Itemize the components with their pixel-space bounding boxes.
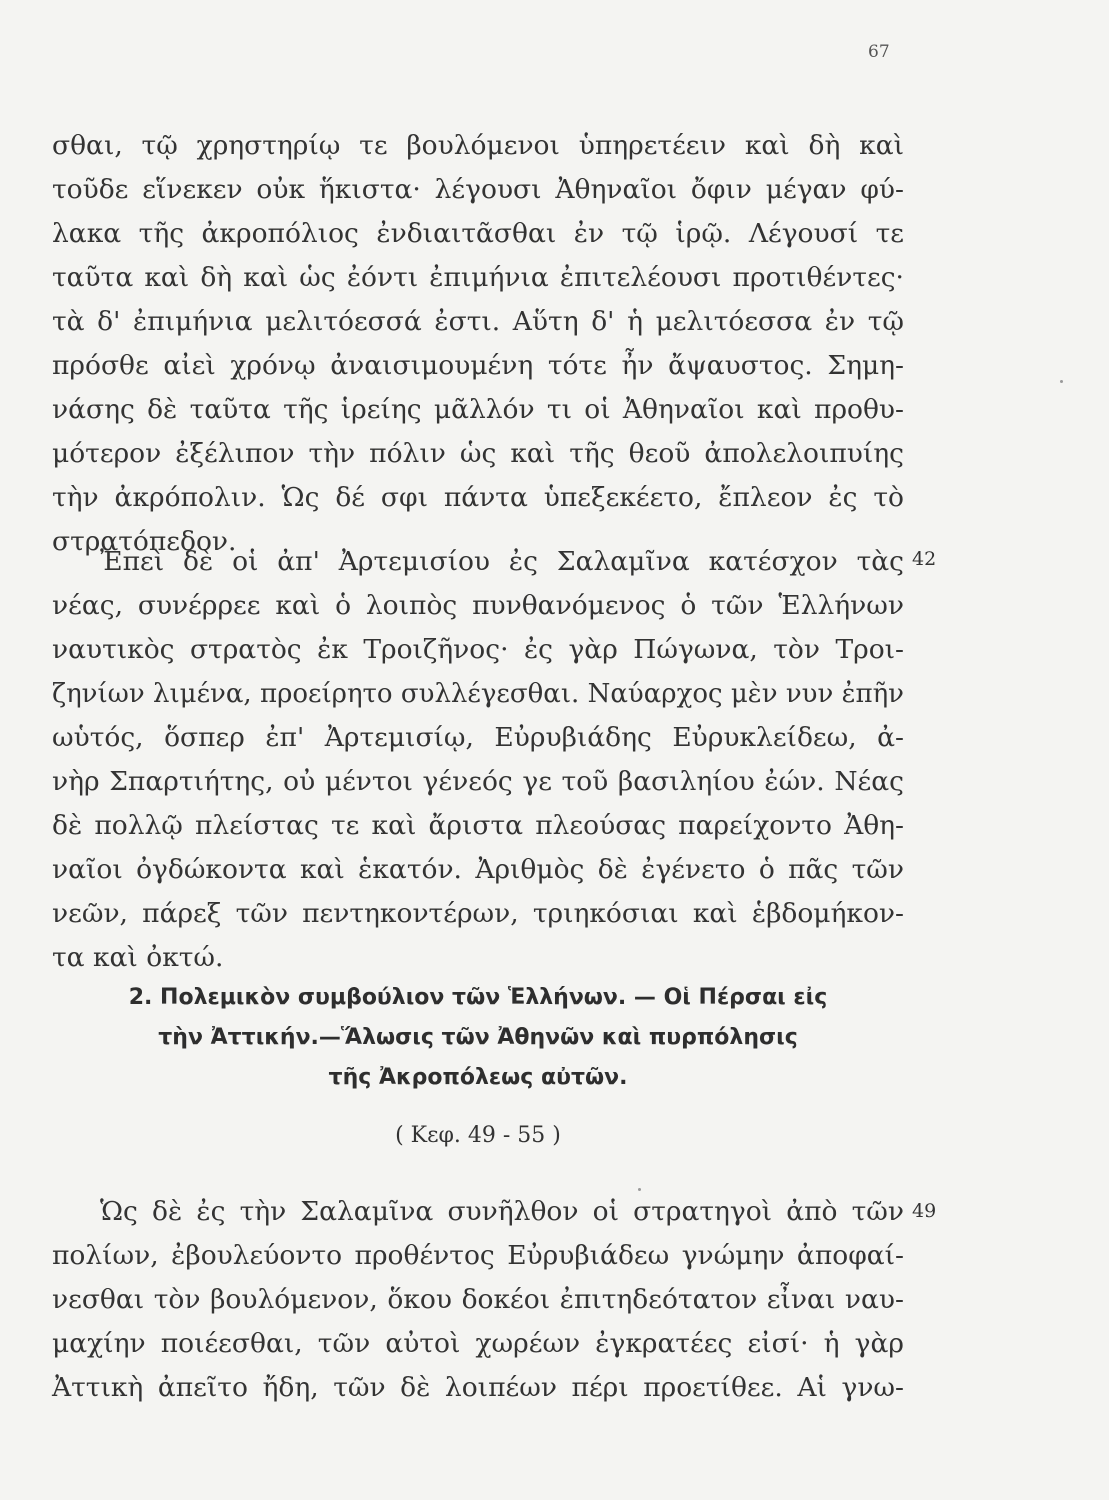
text-line: νέας, συνέρρεε καὶ ὁ λοιπὸς πυνθανόμενος ὁ τῶν Ἑλλήνων — [52, 590, 904, 621]
text-line: ζηνίων λιμένα, προείρητο συλλέγεσθαι. Ναύαρχος μὲν νυν ἐπῆν — [52, 679, 904, 709]
text-line: μαχίην ποιέεσθαι, τῶν αὐτοὶ χωρέων ἐγκρατέες εἰσί· ἡ γὰρ — [52, 1328, 904, 1359]
text-line: ταῦτα καὶ δὴ καὶ ὡς ἐόντι ἐπιμήνια ἐπιτελέουσι προτιθέντες· — [52, 262, 904, 293]
chapter-reference: ( Κεφ. 49 - 55 ) — [395, 1123, 561, 1148]
text-line: νεῶν, πάρεξ τῶν πεντηκοντέρων, τριηκόσιαι καὶ ἑβδομήκον- — [52, 898, 904, 929]
text-line: ναυτικὸς στρατὸς ἐκ Τροιζῆνος· ἐς γὰρ Πώγωνα, τὸν Τροι- — [52, 634, 904, 665]
section-heading — [52, 978, 904, 1098]
text-line: τα καὶ ὀκτώ. — [52, 942, 224, 973]
scan-speck — [638, 1188, 641, 1191]
scan-speck — [1060, 380, 1063, 383]
text-line: Ἀττικὴ ἀπεῖτο ἤδη, τῶν δὲ λοιπέων πέρι προετίθεε. Αἱ γνω- — [52, 1372, 904, 1403]
text-line: νάσης δὲ ταῦτα τῆς ἱρείης μᾶλλόν τι οἱ Ἀθηναῖοι καὶ προθυ- — [52, 394, 904, 425]
text-line: σθαι, τῷ χρηστηρίῳ τε βουλόμενοι ὑπηρετέειν καὶ δὴ καὶ — [52, 130, 904, 161]
paragraph-3 — [52, 1190, 904, 1410]
text-line: Ὡς δὲ ἐς τὴν Σαλαμῖνα συνῆλθον οἱ στρατηγοὶ ἀπὸ τῶν — [100, 1196, 904, 1227]
margin-section-number: 49 — [912, 1200, 937, 1222]
text-line: νὴρ Σπαρτιήτης, οὐ μέντοι γένεός γε τοῦ βασιληίου ἐών. Νέας — [52, 766, 904, 797]
text-line: μότερον ἐξέλιπον τὴν πόλιν ὡς καὶ τῆς θεοῦ ἀπολελοιπυίης — [52, 438, 904, 469]
heading-line: τὴν Ἀττικήν.—Ἅλωσις τῶν Ἀθηνῶν καὶ πυρπόλησις — [158, 1025, 798, 1050]
heading-line: 2. Πολεμικὸν συμβούλιον τῶν Ἑλλήνων. — Οἱ Πέρσαι εἰς — [128, 985, 828, 1010]
text-line: τὴν ἀκρόπολιν. Ὡς δέ σφι πάντα ὑπεξεκέετο, ἔπλεον ἐς τὸ — [52, 482, 904, 513]
text-line: δὲ πολλῷ πλείστας τε καὶ ἄριστα πλεούσας παρείχοντο Ἀθη- — [52, 810, 904, 841]
text-line: τὰ δ' ἐπιμήνια μελιτόεσσά ἐστι. Αὕτη δ' ἡ μελιτόεσσα ἐν τῷ — [52, 306, 904, 337]
text-line: ωὑτός, ὅσπερ ἐπ' Ἀρτεμισίῳ, Εὐρυβιάδης Εὐρυκλείδεω, ἀ- — [52, 722, 904, 753]
text-line: Ἐπεὶ δὲ οἱ ἀπ' Ἀρτεμισίου ἐς Σαλαμῖνα κατέσχον τὰς — [100, 546, 904, 577]
text-line: τοῦδε εἵνεκεν οὐκ ἥκιστα· λέγουσι Ἀθηναῖοι ὄφιν μέγαν φύ- — [52, 174, 904, 205]
page-number: 67 — [868, 42, 890, 62]
text-line: στρατόπεδον. — [52, 526, 237, 557]
text-line: πολίων, ἐβουλεύοντο προθέντος Εὐρυβιάδεω γνώμην ἀποφαί- — [52, 1240, 904, 1271]
text-line: ναῖοι ὀγδώκοντα καὶ ἑκατόν. Ἀριθμὸς δὲ ἐγένετο ὁ πᾶς τῶν — [52, 854, 904, 885]
text-line: νεσθαι τὸν βουλόμενον, ὅκου δοκέοι ἐπιτηδεότατον εἶναι ναυ- — [52, 1284, 904, 1315]
text-line: λακα τῆς ἀκροπόλιος ἐνδιαιτᾶσθαι ἐν τῷ ἱρῷ. Λέγουσί τε — [52, 218, 904, 249]
paragraph-2 — [52, 540, 904, 980]
text-line: πρόσθε αἰεὶ χρόνῳ ἀναισιμουμένη τότε ἦν ἄψαυστος. Σημη- — [52, 350, 904, 381]
paragraph-1 — [52, 124, 904, 564]
margin-section-number: 42 — [912, 548, 937, 570]
heading-line: τῆς Ἀκροπόλεως αὐτῶν. — [328, 1065, 628, 1090]
